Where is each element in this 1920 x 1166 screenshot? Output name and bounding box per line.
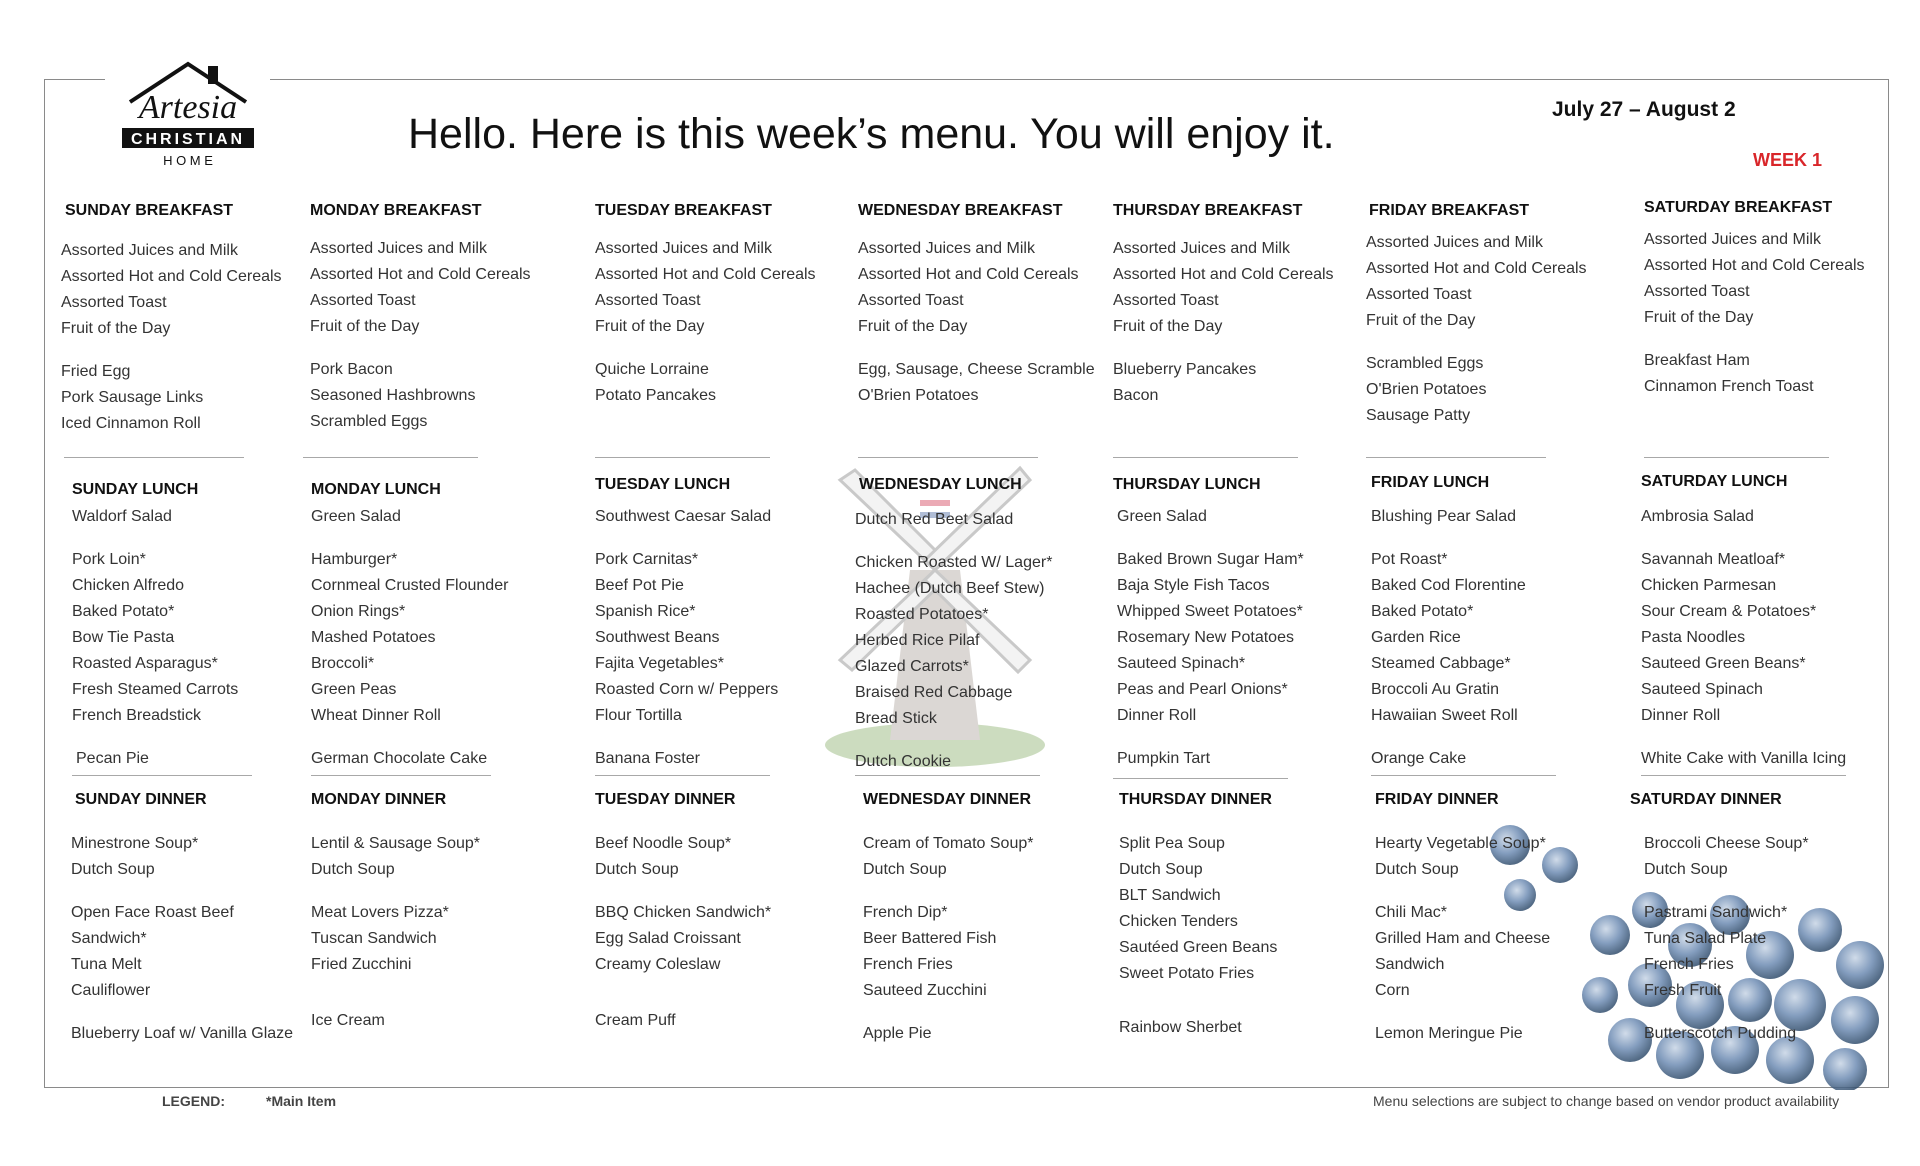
menu-item: Fresh Steamed Carrots [72, 681, 239, 698]
monday-lunch [311, 481, 551, 772]
menu-item: Pork Carnitas* [595, 551, 699, 568]
menu-item: Fruit of the Day [1113, 318, 1223, 335]
menu-item: Dutch Soup [1644, 861, 1728, 878]
menu-item: Pumpkin Tart [1117, 750, 1211, 767]
section-heading: WEDNESDAY BREAKFAST [858, 202, 1063, 219]
menu-item: Baked Cod Florentine [1371, 577, 1526, 594]
menu-item: Pecan Pie [76, 750, 149, 767]
tuesday-lunch [595, 476, 835, 772]
menu-item: Lemon Meringue Pie [1375, 1025, 1523, 1042]
menu-item: Green Salad [311, 508, 401, 525]
divider [1113, 778, 1288, 779]
menu-item: Hachee (Dutch Beef Stew) [855, 580, 1045, 597]
menu-item: Blueberry Loaf w/ Vanilla Glaze [71, 1025, 294, 1042]
menu-item: O'Brien Potatoes [858, 387, 979, 404]
menu-item: Savannah Meatloaf* [1641, 551, 1786, 568]
menu-item: Bacon [1113, 387, 1159, 404]
menu-item: Sauteed Green Beans* [1641, 655, 1806, 672]
menu-item: Cream of Tomato Soup* [863, 835, 1034, 852]
menu-item: Egg, Sausage, Cheese Scramble [858, 361, 1095, 378]
menu-item: Cinnamon French Toast [1644, 378, 1814, 395]
menu-item: Assorted Hot and Cold Cereals [61, 268, 282, 285]
divider [595, 775, 770, 776]
menu-item: Hawaiian Sweet Roll [1371, 707, 1518, 724]
menu-item: Fruit of the Day [310, 318, 420, 335]
logo-text-christian: CHRISTIAN [130, 131, 246, 148]
section-heading: FRIDAY LUNCH [1371, 474, 1490, 491]
week-label: WEEK 1 [1753, 150, 1823, 170]
menu-item: Baja Style Fish Tacos [1117, 577, 1270, 594]
menu-item: Beer Battered Fish [863, 930, 997, 947]
menu-item: Tuna Melt [71, 956, 142, 973]
menu-item: Dutch Soup [1375, 861, 1459, 878]
menu-item: Assorted Toast [858, 292, 964, 309]
menu-item: Dutch Soup [595, 861, 679, 878]
friday-dinner [1375, 791, 1615, 1047]
menu-item: Garden Rice [1371, 629, 1461, 646]
menu-item: Assorted Juices and Milk [595, 240, 772, 257]
page-title: Hello. Here is this week’s menu. You will enjoy it. [408, 110, 1335, 158]
section-heading: MONDAY LUNCH [311, 481, 441, 498]
menu-item: Baked Potato* [1371, 603, 1474, 620]
saturday-lunch [1641, 473, 1881, 772]
menu-item: Assorted Toast [1644, 283, 1750, 300]
tuesday-dinner [595, 791, 835, 1034]
menu-item: Broccoli Au Gratin [1371, 681, 1500, 698]
menu-item: Grilled Ham and Cheese [1375, 930, 1551, 947]
menu-item: Sandwich [1375, 956, 1445, 973]
sunday-dinner [71, 791, 311, 1047]
menu-item: Cornmeal Crusted Flounder [311, 577, 509, 594]
divider [855, 775, 1040, 776]
menu-item: Dinner Roll [1641, 707, 1721, 724]
legend-text: *Main Item [266, 1093, 337, 1109]
wednesday-breakfast [858, 202, 1098, 409]
menu-item: Fried Egg [61, 363, 131, 380]
thursday-breakfast [1113, 202, 1353, 409]
divider [311, 775, 491, 776]
menu-item: Roasted Potatoes* [855, 606, 989, 623]
saturday-dinner [1630, 791, 1870, 1047]
menu-item: Assorted Juices and Milk [858, 240, 1035, 257]
menu-item: Assorted Hot and Cold Cereals [595, 266, 816, 283]
menu-item: Rainbow Sherbet [1119, 1019, 1242, 1036]
section-heading: SUNDAY BREAKFAST [65, 202, 234, 219]
menu-item: Dutch Cookie [855, 753, 952, 770]
artesia-logo [118, 58, 258, 170]
section-heading: THURSDAY DINNER [1119, 791, 1272, 808]
menu-item: White Cake with Vanilla Icing [1641, 750, 1847, 767]
menu-item: Tuna Salad Plate [1644, 930, 1767, 947]
section-heading: TUESDAY DINNER [595, 791, 736, 808]
friday-lunch [1371, 474, 1611, 772]
date-range: July 27 – August 2 [1552, 98, 1736, 121]
menu-item: Tuscan Sandwich [311, 930, 437, 947]
section-heading: SATURDAY DINNER [1630, 791, 1782, 808]
menu-item: Herbed Rice Pilaf [855, 632, 980, 649]
menu-item: Assorted Hot and Cold Cereals [858, 266, 1079, 283]
menu-item: Steamed Cabbage* [1371, 655, 1511, 672]
menu-item: Green Salad [1117, 508, 1207, 525]
menu-item: Assorted Juices and Milk [310, 240, 487, 257]
menu-item: Assorted Toast [1366, 286, 1472, 303]
menu-item: Pasta Noodles [1641, 629, 1746, 646]
menu-item: Orange Cake [1371, 750, 1467, 767]
menu-item: Flour Tortilla [595, 707, 682, 724]
section-heading: MONDAY DINNER [311, 791, 447, 808]
menu-item: Assorted Toast [595, 292, 701, 309]
section-heading: FRIDAY BREAKFAST [1369, 202, 1530, 219]
section-heading: SATURDAY LUNCH [1641, 473, 1788, 490]
menu-item: Baked Brown Sugar Ham* [1117, 551, 1304, 568]
divider [858, 457, 1038, 458]
menu-item: Spanish Rice* [595, 603, 696, 620]
menu-item: Assorted Juices and Milk [61, 242, 238, 259]
menu-item: Baked Potato* [72, 603, 175, 620]
availability-note: Menu selections are subject to change based on vendor product availability [1373, 1093, 1840, 1109]
menu-item: Ice Cream [311, 1012, 385, 1029]
menu-item: Lentil & Sausage Soup* [311, 835, 481, 852]
menu-item: Assorted Hot and Cold Cereals [310, 266, 531, 283]
menu-item: Dutch Soup [311, 861, 395, 878]
sunday-lunch [72, 481, 312, 772]
menu-item: Sauteed Spinach [1641, 681, 1763, 698]
monday-breakfast [310, 202, 550, 435]
menu-item: Apple Pie [863, 1025, 932, 1042]
menu-item: Sour Cream & Potatoes* [1641, 603, 1817, 620]
menu-item: Dutch Soup [71, 861, 155, 878]
menu-item: Mashed Potatoes [311, 629, 436, 646]
menu-item: Rosemary New Potatoes [1117, 629, 1294, 646]
thursday-lunch [1113, 476, 1353, 772]
menu-item: Chicken Parmesan [1641, 577, 1777, 594]
menu-item: Sautéed Green Beans [1119, 939, 1278, 956]
menu-item: Glazed Carrots* [855, 658, 969, 675]
logo-text-home: H O M E [163, 153, 213, 168]
menu-item: Fruit of the Day [595, 318, 705, 335]
menu-item: Pork Sausage Links [61, 389, 204, 406]
menu-item: Sweet Potato Fries [1119, 965, 1255, 982]
divider [1641, 775, 1846, 776]
menu-item: Sausage Patty [1366, 407, 1471, 424]
menu-item: Assorted Juices and Milk [1113, 240, 1290, 257]
menu-item: Creamy Coleslaw [595, 956, 721, 973]
section-heading: TUESDAY LUNCH [595, 476, 731, 493]
tuesday-breakfast [595, 202, 835, 409]
menu-item: Meat Lovers Pizza* [311, 904, 449, 921]
menu-item: Beef Noodle Soup* [595, 835, 732, 852]
menu-item: Southwest Beans [595, 629, 720, 646]
menu-item: Fajita Vegetables* [595, 655, 724, 672]
menu-item: Fruit of the Day [1366, 312, 1476, 329]
menu-item: French Fries [863, 956, 953, 973]
menu-item: Breakfast Ham [1644, 352, 1750, 369]
menu-item: Cream Puff [595, 1012, 676, 1029]
menu-item: Egg Salad Croissant [595, 930, 741, 947]
menu-item: Bow Tie Pasta [72, 629, 175, 646]
menu-item: Chicken Alfredo [72, 577, 185, 594]
menu-item: Southwest Caesar Salad [595, 508, 772, 525]
section-heading: SUNDAY LUNCH [72, 481, 199, 498]
menu-item: Fruit of the Day [61, 320, 171, 337]
menu-item: Dutch Soup [1119, 861, 1203, 878]
menu-item: Assorted Juices and Milk [1644, 231, 1821, 248]
menu-item: Sauteed Zucchini [863, 982, 987, 999]
menu-item: Pork Loin* [72, 551, 146, 568]
menu-item: BLT Sandwich [1119, 887, 1221, 904]
sunday-breakfast [61, 202, 301, 437]
divider [1113, 457, 1298, 458]
section-heading: THURSDAY LUNCH [1113, 476, 1261, 493]
menu-item: Minestrone Soup* [71, 835, 199, 852]
menu-item: Banana Foster [595, 750, 700, 767]
menu-item: Cauliflower [71, 982, 151, 999]
menu-item: Sauteed Spinach* [1117, 655, 1246, 672]
menu-item: Fried Zucchini [311, 956, 412, 973]
menu-item: Open Face Roast Beef [71, 904, 234, 921]
menu-item: Split Pea Soup [1119, 835, 1225, 852]
menu-item: Dutch Red Beet Salad [855, 511, 1014, 528]
menu-item: Chicken Roasted W/ Lager* [855, 554, 1053, 571]
wednesday-dinner [863, 791, 1103, 1047]
menu-item: Fresh Fruit [1644, 982, 1722, 999]
menu-item: Broccoli Cheese Soup* [1644, 835, 1809, 852]
menu-item: French Breadstick [72, 707, 201, 724]
legend-label: LEGEND: [162, 1093, 225, 1109]
divider [303, 457, 478, 458]
menu-item: Peas and Pearl Onions* [1117, 681, 1288, 698]
menu-item: Assorted Toast [1113, 292, 1219, 309]
menu-item: Dutch Soup [863, 861, 947, 878]
menu-item: Ambrosia Salad [1641, 508, 1754, 525]
menu-item: Hearty Vegetable Soup* [1375, 835, 1546, 852]
menu-item: German Chocolate Cake [311, 750, 488, 767]
menu-item: Butterscotch Pudding [1644, 1025, 1797, 1042]
divider [1644, 457, 1829, 458]
saturday-breakfast [1644, 199, 1884, 400]
menu-item: Potato Pancakes [595, 387, 716, 404]
divider [64, 457, 244, 458]
menu-item: Assorted Juices and Milk [1366, 234, 1543, 251]
section-heading: WEDNESDAY LUNCH [859, 476, 1022, 493]
section-heading: MONDAY BREAKFAST [310, 202, 482, 219]
section-heading: FRIDAY DINNER [1375, 791, 1499, 808]
menu-item: Whipped Sweet Potatoes* [1117, 603, 1303, 620]
menu-item: Assorted Toast [310, 292, 416, 309]
menu-item: Iced Cinnamon Roll [61, 415, 201, 432]
menu-item: Chili Mac* [1375, 904, 1448, 921]
section-heading: WEDNESDAY DINNER [863, 791, 1032, 808]
menu-item: Beef Pot Pie [595, 577, 684, 594]
section-heading: SATURDAY BREAKFAST [1644, 199, 1833, 216]
menu-item: Roasted Asparagus* [72, 655, 218, 672]
menu-item: BBQ Chicken Sandwich* [595, 904, 772, 921]
menu-item: French Fries [1644, 956, 1734, 973]
menu-item: O'Brien Potatoes [1366, 381, 1487, 398]
section-heading: THURSDAY BREAKFAST [1113, 202, 1303, 219]
menu-item: Onion Rings* [311, 603, 406, 620]
section-heading: TUESDAY BREAKFAST [595, 202, 772, 219]
menu-item: Fruit of the Day [1644, 309, 1754, 326]
menu-item: Scrambled Eggs [310, 413, 428, 430]
menu-item: Dinner Roll [1117, 707, 1197, 724]
menu-item: Assorted Hot and Cold Cereals [1366, 260, 1587, 277]
menu-item: Blushing Pear Salad [1371, 508, 1516, 525]
menu-item: Bread Stick [855, 710, 937, 727]
menu-item: Broccoli* [311, 655, 375, 672]
divider [72, 775, 252, 776]
monday-dinner [311, 791, 551, 1034]
menu-item: Fruit of the Day [858, 318, 968, 335]
thursday-dinner [1119, 791, 1359, 1041]
menu-item: Green Peas [311, 681, 397, 698]
menu-item: Assorted Hot and Cold Cereals [1644, 257, 1865, 274]
menu-item: Braised Red Cabbage [855, 684, 1013, 701]
menu-item: French Dip* [863, 904, 948, 921]
menu-item: Scrambled Eggs [1366, 355, 1484, 372]
wednesday-lunch [855, 476, 1095, 775]
menu-item: Wheat Dinner Roll [311, 707, 441, 724]
menu-item: Assorted Toast [61, 294, 167, 311]
menu-item: Assorted Hot and Cold Cereals [1113, 266, 1334, 283]
menu-item: Chicken Tenders [1119, 913, 1238, 930]
menu-item: Roasted Corn w/ Peppers [595, 681, 779, 698]
menu-item: Quiche Lorraine [595, 361, 709, 378]
menu-item: Seasoned Hashbrowns [310, 387, 476, 404]
menu-item: Hamburger* [311, 551, 398, 568]
menu-item: Blueberry Pancakes [1113, 361, 1257, 378]
menu-item: Waldorf Salad [72, 508, 172, 525]
divider [1366, 457, 1546, 458]
menu-item: Sandwich* [71, 930, 147, 947]
menu-item: Pot Roast* [1371, 551, 1448, 568]
menu-item: Pork Bacon [310, 361, 393, 378]
friday-breakfast [1366, 202, 1606, 429]
logo-text-artesia: Artesia [138, 89, 238, 126]
divider [595, 457, 770, 458]
menu-item: Corn [1375, 982, 1410, 999]
divider [1371, 775, 1556, 776]
menu-item: Pastrami Sandwich* [1644, 904, 1788, 921]
section-heading: SUNDAY DINNER [75, 791, 207, 808]
